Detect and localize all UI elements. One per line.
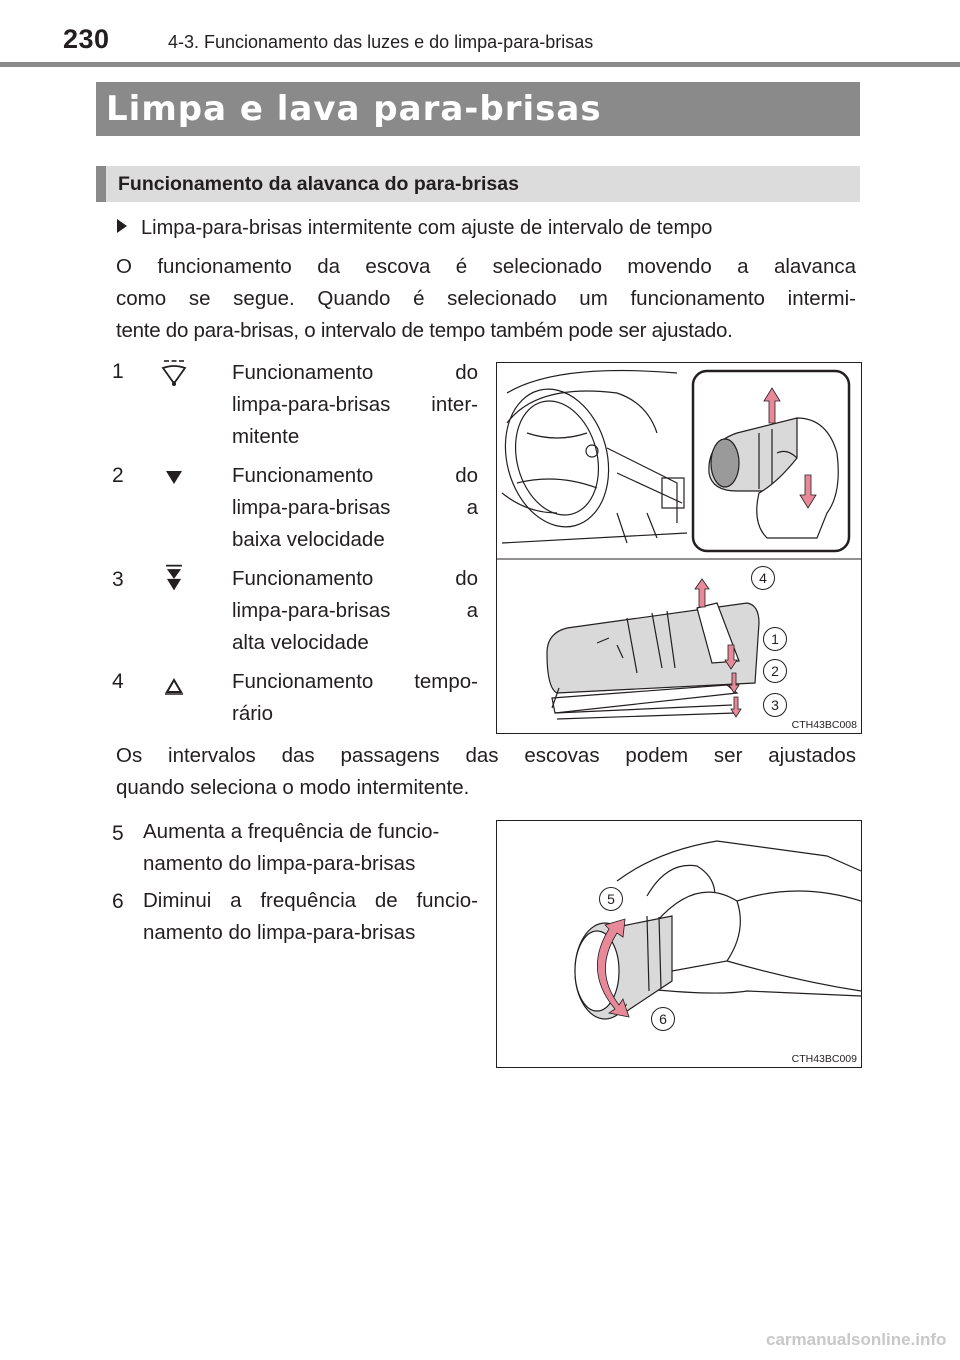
interval-ring-illustration bbox=[497, 821, 861, 1067]
item-number-4: 4 bbox=[112, 670, 124, 693]
figure-code: CTH43BC009 bbox=[791, 1053, 857, 1065]
callout-4: 4 bbox=[751, 566, 775, 590]
item-number-6: 6 bbox=[112, 890, 124, 913]
figure-code: CTH43BC008 bbox=[791, 719, 857, 731]
callout-1: 1 bbox=[763, 627, 787, 651]
item-number-1: 1 bbox=[112, 360, 124, 383]
bullet-item bbox=[117, 215, 712, 241]
mode-2-text: Funcionamento do limpa-para-brisas a baixa velocidade bbox=[232, 464, 478, 551]
mode-4-text: Funcionamento tempo- rário bbox=[232, 670, 478, 725]
subsection-title: Funcionamento da alavanca do para-brisas bbox=[96, 166, 860, 202]
triangle-bullet-icon bbox=[117, 219, 127, 233]
figure-interval-ring bbox=[496, 820, 862, 1068]
interval-line-2: quando seleciona o modo intermitente. bbox=[116, 776, 470, 799]
frequency-item-6-text: Diminui a frequência de funcio- namento do limpa-para-brisas bbox=[143, 889, 478, 944]
mist-icon bbox=[160, 670, 188, 700]
intro-paragraph bbox=[116, 251, 856, 347]
item-number-5: 5 bbox=[112, 822, 124, 845]
watermark: carmanualsonline.info bbox=[766, 1330, 947, 1349]
interval-line-1: Os intervalos das passagens das escovas podem ser ajustados bbox=[116, 744, 856, 767]
callout-2: 2 bbox=[763, 659, 787, 683]
chapter-title: 4-3. Funcionamento das luzes e do limpa-para-brisas bbox=[168, 32, 594, 52]
intro-line-3: tente do para-brisas, o intervalo de tempo também pode ser ajustado. bbox=[116, 319, 733, 342]
mode-1-text: Funcionamento do limpa-para-brisas inter- mitente bbox=[232, 361, 478, 448]
interval-paragraph bbox=[116, 740, 856, 804]
frequency-item-5-text: Aumenta a frequência de funcio- namento do limpa-para-brisas bbox=[143, 820, 440, 875]
callout-5: 5 bbox=[599, 887, 623, 911]
section-title: Limpa e lava para-brisas bbox=[96, 82, 860, 136]
page-number: 230 bbox=[63, 24, 110, 54]
bullet-text: Limpa-para-brisas intermitente com ajuste de intervalo de tempo bbox=[141, 217, 713, 239]
callout-6: 6 bbox=[651, 1007, 675, 1031]
mode-3-text: Funcionamento do limpa-para-brisas a alta velocidade bbox=[232, 567, 478, 654]
intermittent-wiper-icon bbox=[160, 358, 188, 388]
high-speed-icon bbox=[160, 563, 188, 593]
figure-wiper-lever bbox=[496, 362, 862, 734]
intro-line-1: O funcionamento da escova é selecionado movendo a alavanca bbox=[116, 255, 856, 278]
low-speed-icon bbox=[160, 462, 188, 492]
item-number-3: 3 bbox=[112, 568, 124, 591]
item-number-2: 2 bbox=[112, 464, 124, 487]
wiper-lever-illustration bbox=[497, 363, 861, 733]
callout-3: 3 bbox=[763, 693, 787, 717]
intro-line-2: como se segue. Quando é selecionado um funcionamento intermi- bbox=[116, 287, 856, 310]
header-rule bbox=[0, 62, 960, 67]
